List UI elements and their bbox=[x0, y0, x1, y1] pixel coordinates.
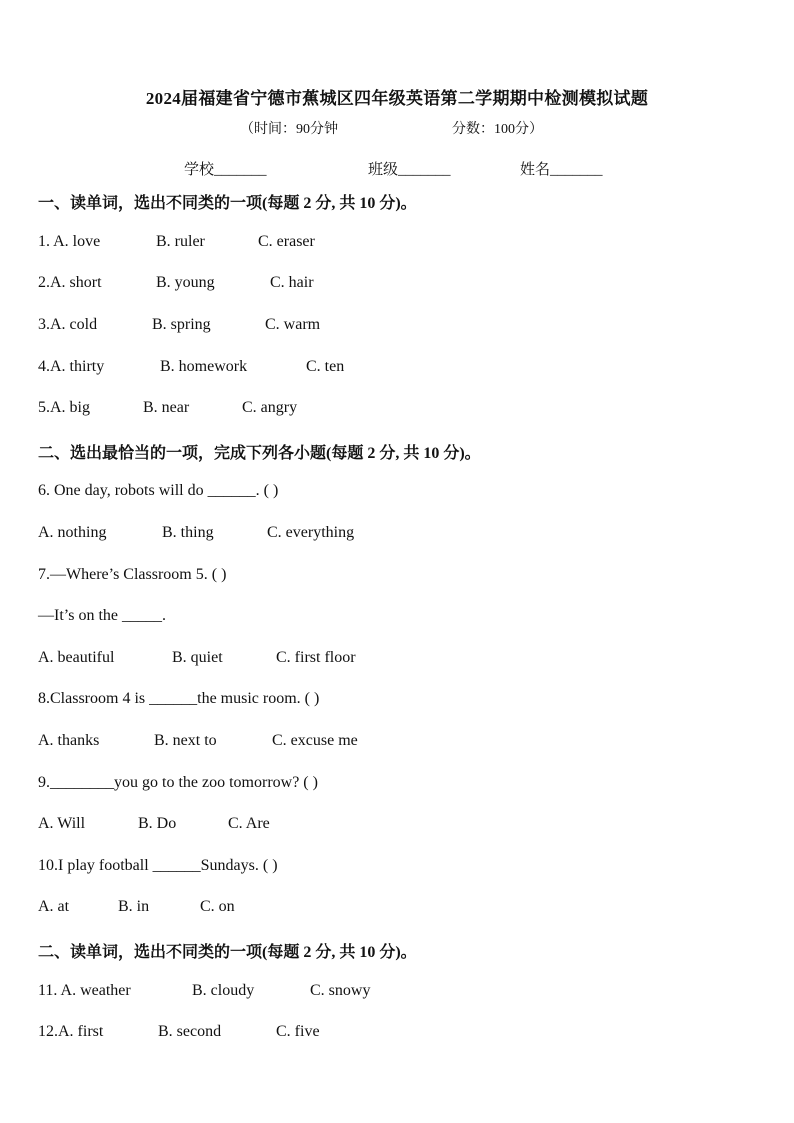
option-c: C. snowy bbox=[310, 982, 371, 999]
option-c: C. Are bbox=[228, 815, 270, 832]
exam-score: 分数：100分） bbox=[452, 122, 543, 137]
question-12: 12.A. first bbox=[38, 1023, 104, 1040]
class-field: 班级_______ bbox=[368, 162, 451, 178]
name-field: 姓名_______ bbox=[520, 162, 603, 178]
option-a: A. beautiful bbox=[38, 649, 115, 666]
option-b: B. cloudy bbox=[192, 982, 255, 999]
question-9: 9.________you go to the zoo tomorrow? ( ) bbox=[38, 774, 318, 791]
section-heading: 二、读单词，选出不同类的一项(每题 2 分, 共 10 分)。 bbox=[38, 944, 417, 961]
option-c: C. warm bbox=[265, 316, 321, 333]
question-1: 1. A. love bbox=[38, 233, 101, 250]
option-c: C. excuse me bbox=[272, 732, 358, 749]
option-a: A. at bbox=[38, 898, 70, 915]
exam-time: （时间：90分钟 bbox=[240, 122, 338, 137]
question-7: 7.—Where’s Classroom 5. ( ) bbox=[38, 566, 227, 583]
option-c: C. angry bbox=[242, 399, 298, 416]
question-4: 4.A. thirty bbox=[38, 358, 105, 375]
school-field: 学校_______ bbox=[184, 162, 267, 178]
option-b: B. homework bbox=[160, 358, 248, 375]
option-c: C. eraser bbox=[258, 233, 315, 250]
question-11: 11. A. weather bbox=[38, 982, 131, 999]
question-3: 3.A. cold bbox=[38, 316, 98, 333]
question-2: 2.A. short bbox=[38, 274, 102, 291]
option-b: B. thing bbox=[162, 524, 214, 541]
option-b: B. next to bbox=[154, 732, 217, 749]
question-6: 6. One day, robots will do ______. ( ) bbox=[38, 482, 279, 499]
option-a: A. nothing bbox=[38, 524, 107, 541]
option-b: B. ruler bbox=[156, 233, 205, 250]
option-b: B. second bbox=[158, 1023, 222, 1040]
question-5: 5.A. big bbox=[38, 399, 90, 416]
question-10: 10.I play football ______Sundays. ( ) bbox=[38, 857, 278, 874]
option-a: A. thanks bbox=[38, 732, 100, 749]
question-7-answer-line: —It’s on the _____. bbox=[38, 607, 166, 624]
option-c: C. on bbox=[200, 898, 235, 915]
option-c: C. everything bbox=[267, 524, 355, 541]
option-b: B. in bbox=[118, 898, 150, 915]
option-c: C. hair bbox=[270, 274, 314, 291]
exam-title: 2024届福建省宁德市蕉城区四年级英语第二学期期中检测模拟试题 bbox=[145, 89, 649, 108]
option-b: B. quiet bbox=[172, 649, 223, 666]
section-heading: 二、选出最恰当的一项，完成下列各小题(每题 2 分, 共 10 分)。 bbox=[38, 445, 481, 462]
question-8: 8.Classroom 4 is ______the music room. ( ) bbox=[38, 690, 320, 707]
option-c: C. five bbox=[276, 1023, 320, 1040]
option-b: B. spring bbox=[152, 316, 211, 333]
option-b: B. Do bbox=[138, 815, 177, 832]
option-a: A. Will bbox=[38, 815, 86, 832]
option-b: B. near bbox=[143, 399, 190, 416]
option-c: C. first floor bbox=[276, 649, 356, 666]
option-c: C. ten bbox=[306, 358, 345, 375]
option-b: B. young bbox=[156, 274, 215, 291]
section-heading: 一、读单词，选出不同类的一项(每题 2 分, 共 10 分)。 bbox=[38, 195, 417, 212]
